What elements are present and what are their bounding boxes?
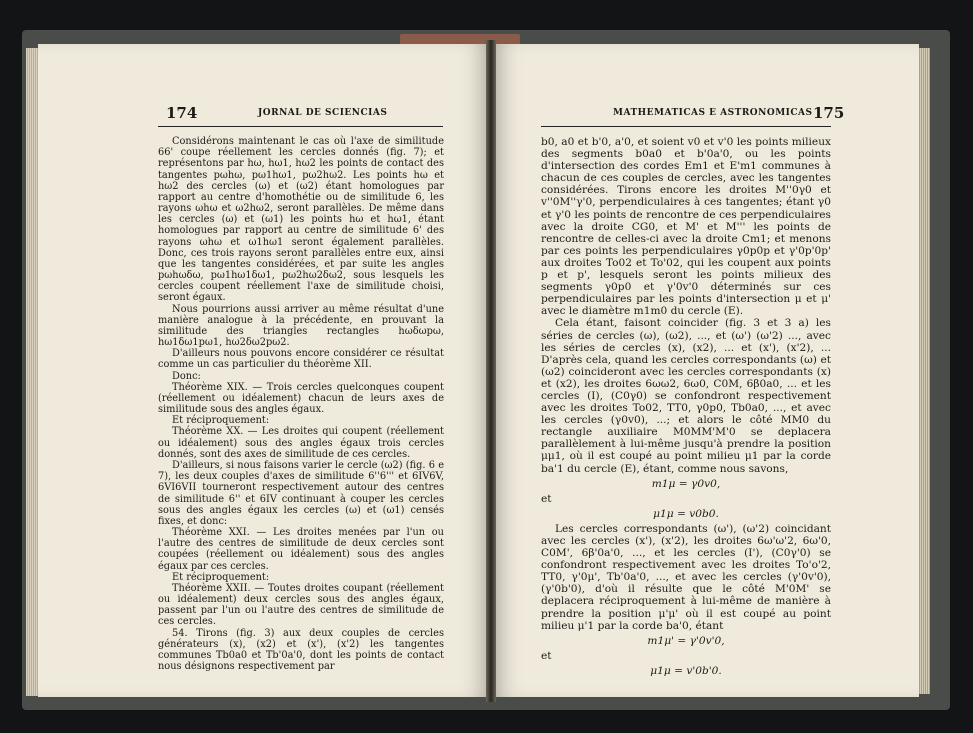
paragraph: Les cercles correspondants (ω'), (ω'2) coincidant avec les cercles (x'), (x'2), les droites 6ω'ω'2, 6ω'0, C0M', 6β'0a'0, ..., et les cercles (I'), (C0γ'0) se confondront respectivement avec les droites To'o'2, TT0, γ'0μ', Tb'0a'0, ..., et avec les cercles (γ'0v'0), (γ'0b'0), d'où il résulte que le côté M'0M' se deplacera réciproquement à lui-même de manière à prendre la position μ'μ' où il est coupé au point milieu μ'1 par la corde ba'0, étant [541,522,831,632]
paragraph: Nous pourrions aussi arriver au même résultat d'une manière analogue à la précédente, en prouvant la similitude des triangles rectangles hωδωpω, hω1δω1pω1, hω2δω2pω2. [158,303,444,349]
theorem-xx: Théorème XX. — Les droites qui coupent (réellement ou idéalement) sous des angles égaux trois cercles donnés, sont des axes de similitude de ces cercles. [158,426,444,460]
right-header-rule [541,126,831,127]
paragraph: D'ailleurs, si nous faisons varier le cercle (ω2) (fig. 6 e 7), les deux couples d'axes de similitude 6''6''' et 6IV6V, 6VI6VII tourneront respectivement autour des centres de similitude 6'' et 6IV continuant à couper les cercles sous des angles égaux les cercles (ω) et (ω1) censés fixes, et donc: [158,459,444,527]
right-body-text [541,136,831,680]
right-page-number: 175 [813,104,845,122]
paragraph: Et réciproquement: [172,415,270,427]
right-page-edges [918,48,930,694]
right-page [493,44,919,697]
left-page [38,44,489,697]
book-gutter [486,40,496,702]
right-running-head: MATHEMATICAS E ASTRONOMICAS [613,108,813,118]
left-header-rule [158,126,443,127]
paragraph: 54. Tirons (fig. 3) aux deux couples de cercles générateurs (x), (x2) et (x'), (x'2) les tangentes communes Tb0a0 et Tb'0a'0, dont les points de contact nous désignons respectivement par [158,627,444,673]
theorem-xxii: Théorème XXII. — Toutes droites coupant (réellement ou idéalement) deux cercles sous des angles égaux, passent par l'un ou l'autre des centres de similitude de ces cercles. [158,582,444,628]
equation: m1μ = γ0v0, [651,477,721,490]
paragraph: b0, a0 et b'0, a'0, et soient v0 et v'0 les points milieux des segments b0a0 et b'0a'0, ou les points d'intersection des cordes Em1 et E'm1 communes à chacun de ces couples de cercles, avec les tangentes considérées. Tirons encore les droites M''0γ0 et v''0M''γ'0, perpendiculaires à ces tangentes; étant γ0 et γ'0 les points de rencontre de ces perpendiculaires avec la droite CG0, et M' et M''' les points de rencontre de celles-ci avec la droite Cm1; et menons par ces points les perpendiculaires γ0p0p et γ'0p'0p' aux droites To02 et To'02, qui les coupent aux points p et p', lesquels seront les points milieux des segments γ0p0 et γ'0v'0 déterminés sur ces perpendiculaires par les points d'intersection μ et μ' avec le diamètre m1m0 du cercle (E). [541,136,831,318]
left-running-head: JORNAL DE SCIENCIAS [258,108,388,118]
equation: μ1μ = v0b0. [653,507,719,520]
paragraph: Donc: [172,370,201,382]
left-page-number: 174 [166,104,198,122]
equation: m1μ' = γ'0v'0, [647,634,725,647]
paragraph: Et réciproquement: [172,571,270,583]
left-body-text [158,136,444,672]
paragraph: Considérons maintenant le cas où l'axe de similitude 66' coupe réellement les cercles donnés (fig. 7); et représentons par hω, hω1, hω2 les points de contact des tangentes pωhω, pω1hω1, pω2hω2. Les points hω et hω2 des cercles (ω) et (ω2) étant homologues par rapport au centre d'homothétie ou de similitude 6, les rayons ωhω et ω2hω2, seront parallèles. De même dans les cercles (ω) et (ω1) les points hω et hω1, étant homologues par rapport au centre de similitude 6' des rayons ωhω et ω1hω1 seront également parallèles. Donc, ces trois rayons seront parallèles entre eux, ainsi que les tangentes considérées, et par suite les angles pωhωδω, pω1hω1δω1, pω2hω2δω2, sous lesquels les cercles coupent réellement l'axe de similitude choisi, seront égaux. [158,136,444,304]
theorem-xxi: Théorème XXI. — Les droites menées par l'un ou l'autre des centres de similitude de deux cercles sont coupées (réellement ou idéalement) sous des angles égaux par ces cercles. [158,527,444,572]
conjunction: et [541,492,552,505]
theorem-xix: Théorème XIX. — Trois cercles quelconques coupent (réellement ou idéalement) chacun de leurs axes de similitude sous des angles égaux. [158,381,444,416]
equation: μ1μ = v'0b'0. [650,664,722,677]
paragraph: D'ailleurs nous pouvons encore considérer ce résultat comme un cas particulier du théorème XII. [158,348,444,371]
conjunction: et [541,649,552,662]
paragraph: Cela étant, faisont coincider (fig. 3 et 3 a) les séries de cercles (ω), (ω2), ..., et (ω') (ω'2) ..., avec les séries de cercles (x), (x2), ... et (x'), (x'2), ... D'après cela, quand les cercles correspondants (ω) et (ω2) coincideront avec les cercles correspondants (x) et (x2), les droites 6ωω2, 6ω0, C0M, 6β0a0, ... et les cercles (I), (C0γ0) se confondront respectivement avec les droites To02, TT0, γ0p0, Tb0a0, ..., et avec les cercles (γ0v0), ...; et alors le côté MM0 du rectangle auxiliaire M0MM'M'0 se deplacera parallèlement à lui-même jusqu'à prendre la position μμ1, où il est coupé au point milieu μ1 par la corde ba'1 du cercle (E), étant, comme nous savons, [541,317,831,475]
